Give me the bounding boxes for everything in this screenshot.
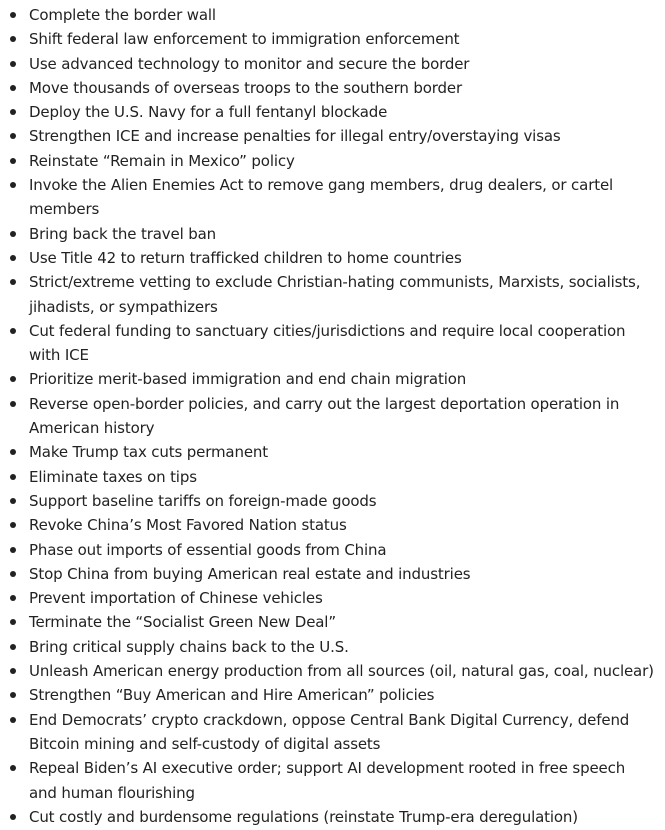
- list-item: [0, 586, 665, 610]
- bullet-icon: [10, 376, 16, 382]
- bullet-icon: [10, 619, 16, 625]
- list-item-text: Support baseline tariffs on foreign-made goods: [29, 491, 377, 510]
- list-item-text: Revoke China’s Most Favored Nation status: [29, 516, 347, 535]
- list-item-text: Bring back the travel ban: [29, 224, 216, 243]
- list-item-text: Complete the border wall: [29, 6, 216, 24]
- list-item-text: Stop China from buying American real estate and industries: [29, 564, 471, 583]
- bullet-icon: [10, 61, 16, 67]
- list-item: [0, 489, 665, 513]
- list-item-text: Invoke the Alien Enemies Act to remove gang members, drug dealers, or cartel members: [29, 176, 614, 219]
- list-item: [0, 440, 665, 464]
- list-item: [0, 270, 665, 319]
- list-item: [0, 222, 665, 246]
- list-item-text: Deploy the U.S. Navy for a full fentanyl blockade: [29, 103, 388, 122]
- list-item-text: Cut costly and burdensome regulations (reinstate Trump-era deregulation): [29, 807, 578, 826]
- bullet-icon: [10, 158, 16, 164]
- list-item-text: Unleash American energy production from all sources (oil, natural gas, coal, nuclear): [29, 662, 654, 681]
- bullet-icon: [10, 36, 16, 42]
- bullet-icon: [10, 474, 16, 480]
- list-item: [0, 246, 665, 270]
- list-item: [0, 367, 665, 391]
- list-item: [0, 562, 665, 586]
- bullet-icon: [10, 571, 16, 577]
- list-item: [0, 3, 665, 27]
- bullet-icon: [10, 231, 16, 237]
- list-item: [0, 319, 665, 368]
- list-item: [0, 465, 665, 489]
- list-item-text: Terminate the “Socialist Green New Deal”: [29, 613, 336, 632]
- list-item-text: End Democrats’ crypto crackdown, oppose Central Bank Digital Currency, defend Bitcoin mining and self-custody of digital assets: [29, 710, 630, 753]
- bullet-icon: [10, 547, 16, 553]
- bullet-icon: [10, 85, 16, 91]
- bullet-icon: [10, 449, 16, 455]
- list-item: [0, 100, 665, 124]
- bullet-icon: [10, 255, 16, 261]
- list-item: [0, 513, 665, 537]
- list-item: [0, 659, 665, 683]
- list-item-text: Cut federal funding to sanctuary cities/jurisdictions and require local cooperation with ICE: [29, 321, 626, 365]
- bullet-icon: [10, 692, 16, 698]
- bullet-icon: [10, 765, 16, 771]
- bullet-icon: [10, 668, 16, 674]
- list-item-text: Strict/extreme vetting to exclude Christian-hating communists, Marxists, socialists, jihadists, or sympathizers: [29, 273, 641, 316]
- list-item-text: Prevent importation of Chinese vehicles: [29, 589, 323, 608]
- list-item: [0, 635, 665, 659]
- list-item: [0, 76, 665, 100]
- list-item-text: Phase out imports of essential goods from China: [29, 540, 387, 559]
- bullet-icon: [10, 279, 16, 285]
- list-item-text: Prioritize merit-based immigration and end chain migration: [29, 370, 467, 389]
- bullet-icon: [10, 182, 16, 188]
- bullet-icon: [10, 498, 16, 504]
- list-item: [0, 756, 665, 805]
- bullet-icon: [10, 644, 16, 650]
- bullet-icon: [10, 522, 16, 528]
- list-item-text: Eliminate taxes on tips: [29, 467, 197, 486]
- list-item: [0, 708, 665, 757]
- list-item-text: Shift federal law enforcement to immigration enforcement: [29, 30, 460, 49]
- bullet-icon: [10, 328, 16, 334]
- list-item-text: Use advanced technology to monitor and secure the border: [29, 54, 470, 73]
- list-item: [0, 538, 665, 562]
- list-item-text: Strengthen “Buy American and Hire American” policies: [29, 686, 435, 705]
- list-item-text: Strengthen ICE and increase penalties for illegal entry/overstaying visas: [29, 127, 561, 146]
- list-item: [0, 52, 665, 76]
- list-item: [0, 805, 665, 829]
- list-item-text: Bring critical supply chains back to the U.S.: [29, 637, 349, 656]
- bullet-icon: [10, 133, 16, 139]
- bullet-icon: [10, 814, 16, 820]
- list-item: [0, 27, 665, 51]
- list-item-text: Make Trump tax cuts permanent: [29, 443, 268, 462]
- list-item: [0, 610, 665, 634]
- list-item: [0, 124, 665, 148]
- list-item-text: Use Title 42 to return trafficked children to home countries: [29, 248, 462, 267]
- list-item: [0, 149, 665, 173]
- list-item: [0, 683, 665, 707]
- list-item-text: Repeal Biden’s AI executive order; support AI development rooted in free speech and human flourishing: [29, 759, 626, 802]
- bullet-icon: [10, 12, 16, 18]
- bullet-icon: [10, 595, 16, 601]
- bullet-icon: [10, 401, 16, 407]
- list-item: [0, 173, 665, 222]
- list-item-text: Reverse open-border policies, and carry out the largest deportation operation in American history: [29, 394, 620, 438]
- list-item-text: Reinstate “Remain in Mexico” policy: [29, 151, 295, 170]
- bullet-icon: [10, 109, 16, 115]
- bullet-icon: [10, 717, 16, 723]
- list-item-text: Move thousands of overseas troops to the southern border: [29, 78, 462, 97]
- list-item: [0, 392, 665, 441]
